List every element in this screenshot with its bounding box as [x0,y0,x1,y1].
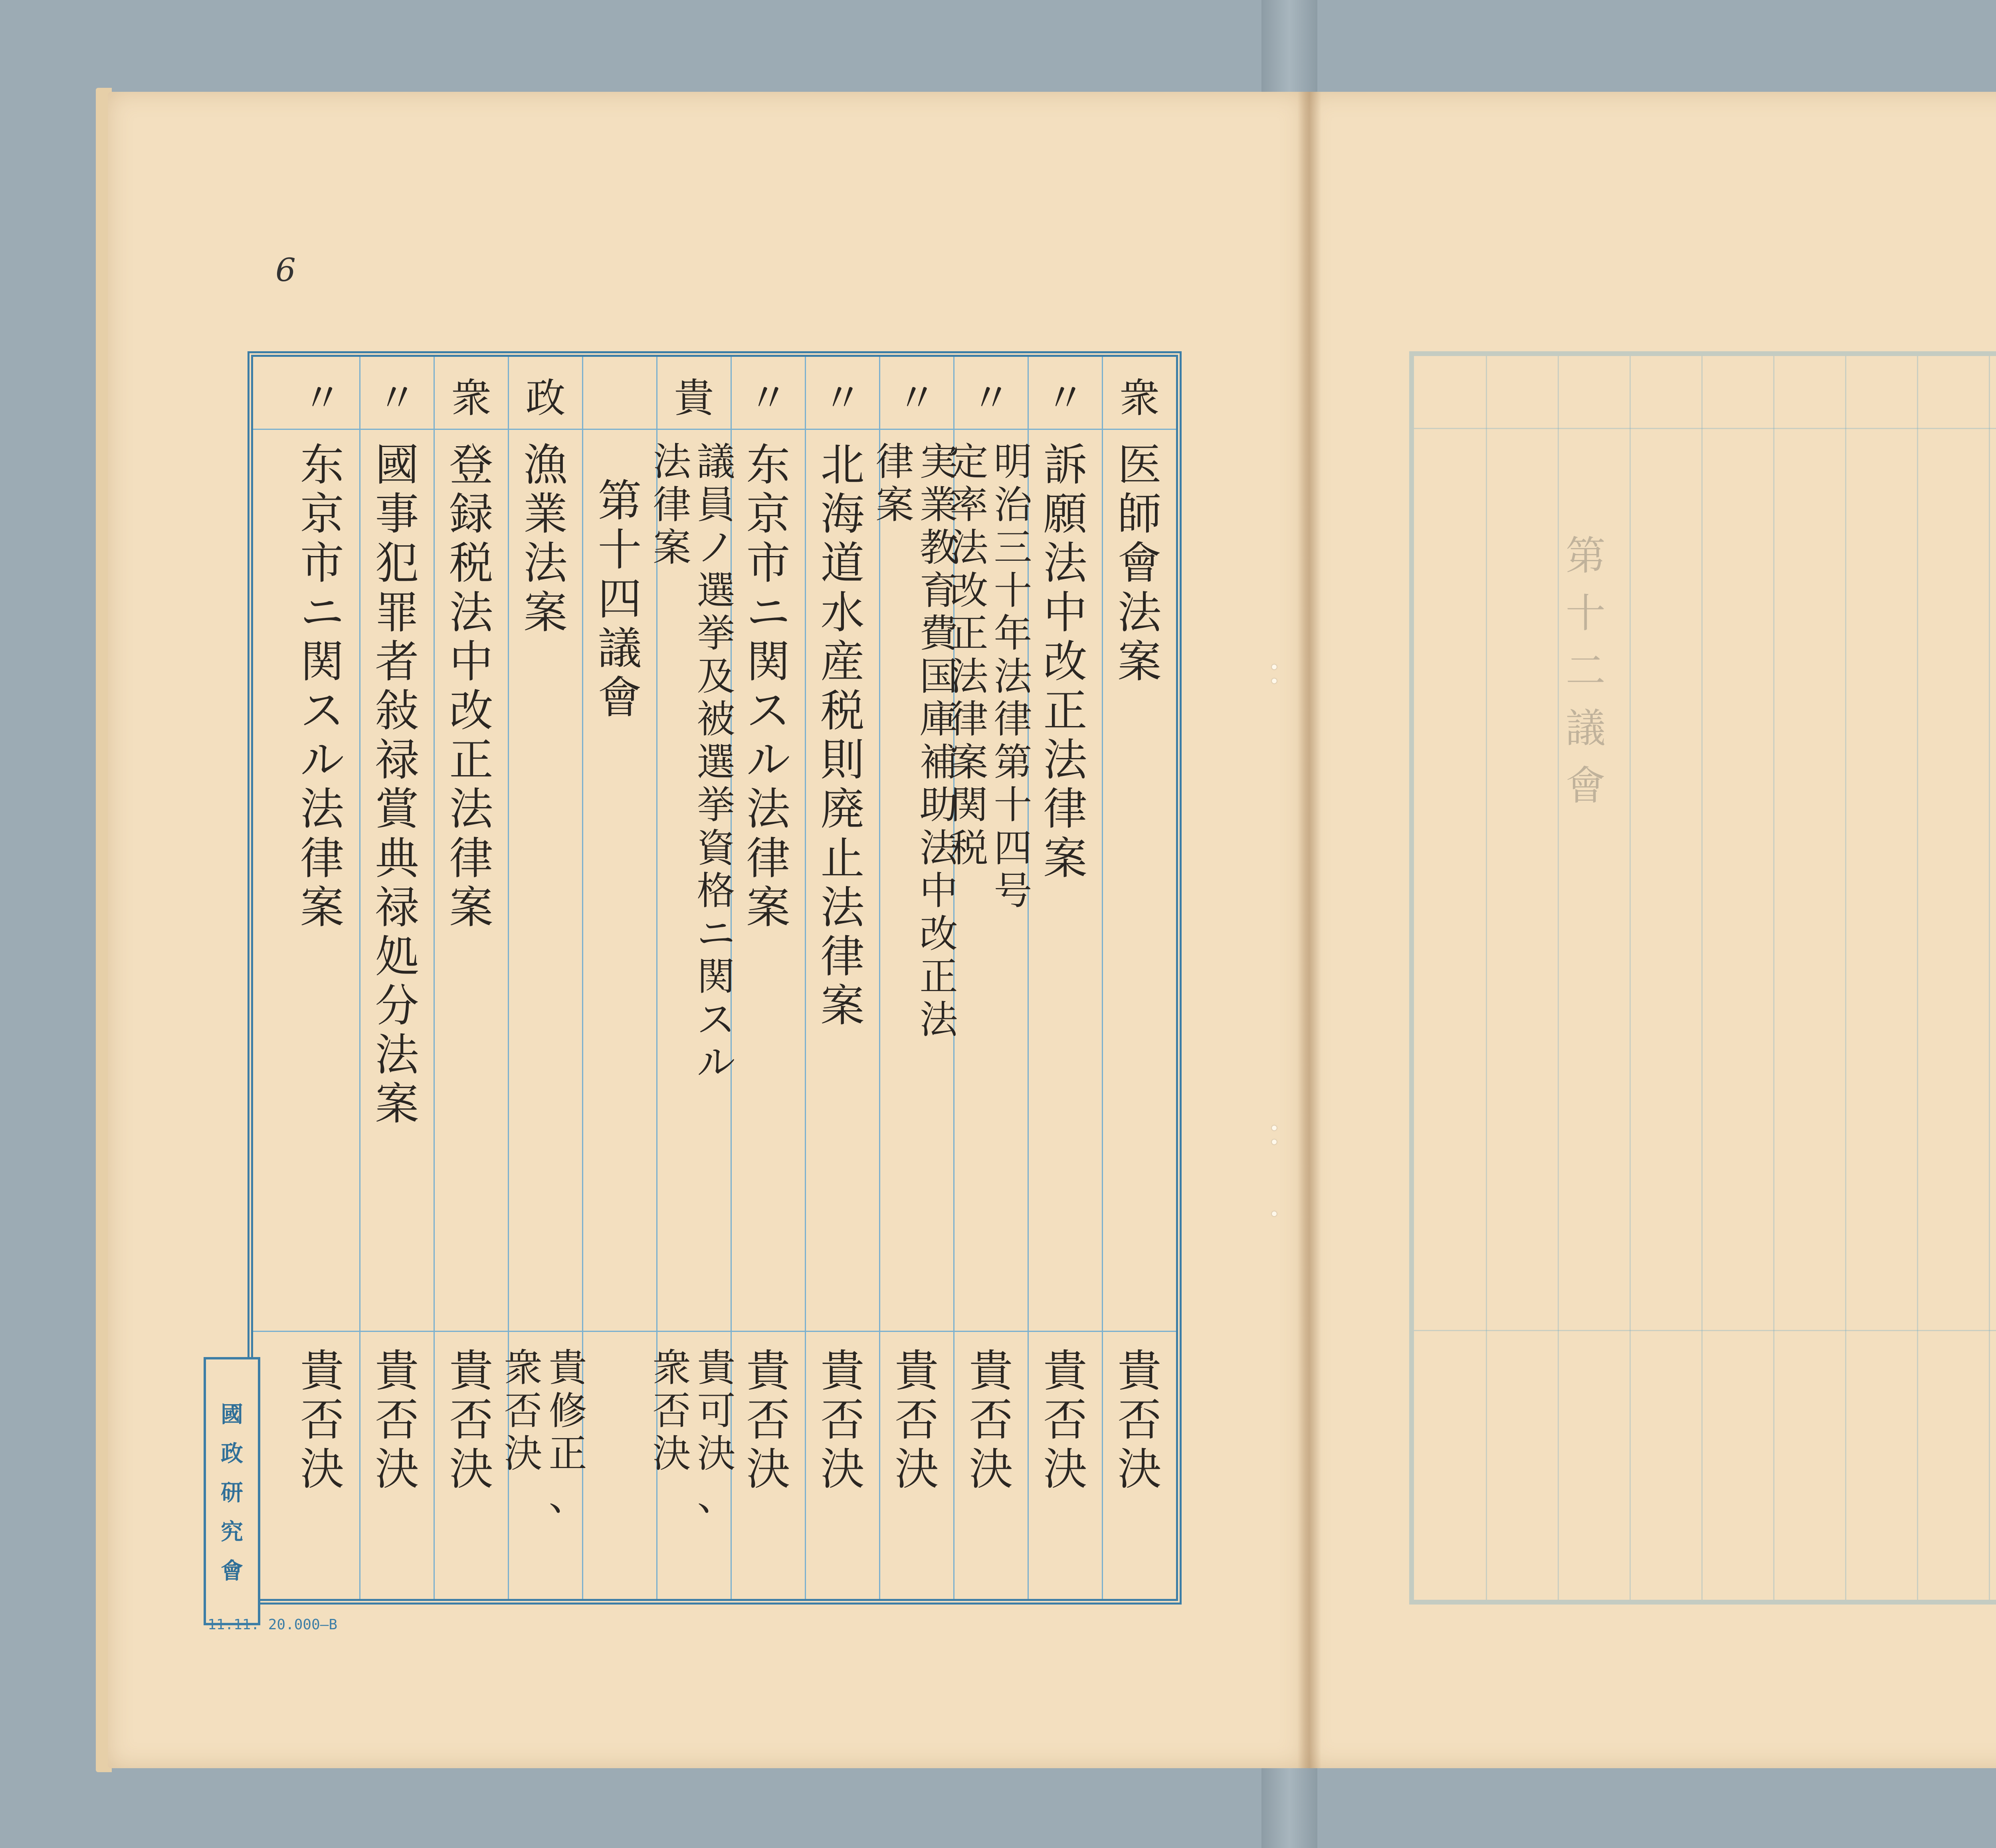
print-info: 11.11. 20.000—B [208,1617,338,1633]
table-row [652,357,736,1599]
house-mark: 衆 [451,375,491,421]
house-mark: 政 [525,375,566,421]
stamp-char: 會 [221,1558,243,1584]
table-row [359,357,434,1599]
bill-result: 貴 否 決 [300,1345,344,1495]
ghost-column [1845,356,1917,1600]
session-heading: 第 十 四 議 會 [598,475,642,723]
bill-result: 貴 否 決 [746,1345,790,1495]
show-through-table [1409,351,1996,1605]
binding-hole [1272,1211,1277,1216]
bill-title: 医 師 會 法 案 [1117,439,1162,687]
table-row [504,357,587,1599]
house-mark: 貴 [674,375,714,421]
bill-result: 貴 否 決 [375,1345,419,1495]
bill-title: 訴 願 法 中 改 正 法 律 案 [1043,439,1087,884]
stamp-char: 政 [221,1440,243,1467]
table-row [950,357,1032,1599]
page-number: 6 [275,251,296,289]
bill-result: 貴 否 決 [1043,1345,1087,1495]
house-mark: 〃 [897,375,937,421]
bill-result: 貴 可 決 、 衆 否 決 [652,1345,736,1519]
table-row [875,357,958,1599]
ghost-column [1773,356,1845,1600]
house-mark: 衆 [1119,375,1160,421]
house-mark: 〃 [302,375,342,421]
table-row [731,357,805,1599]
ghost-column [1414,356,1486,1600]
stamp-char: 研 [221,1480,243,1506]
bill-result: 貴 否 決 [1117,1345,1162,1495]
bill-title: 漁 業 法 案 [523,439,568,638]
bill-result [583,1347,656,1666]
bill-result: 貴 否 決 [895,1345,939,1495]
bill-title: 実 業 教 育 費 国 庫 補 助 法 中 改 正 法 律 案 [875,439,958,1042]
binding-hole [1272,1126,1277,1130]
house-mark: 〃 [377,375,417,421]
binding-hole [1272,679,1277,683]
ledger-table [248,351,1182,1605]
bill-title: 东 京 市 ニ 関 ス ル 法 律 案 [300,439,344,933]
table-row [805,357,879,1599]
table-row [434,357,508,1599]
bill-result: 貴 否 決 [820,1345,865,1495]
bill-result: 貴 修 正 、 衆 否 決 [504,1345,587,1519]
house-mark: 〃 [748,375,788,421]
bill-title: 东 京 市 ニ 関 ス ル 法 律 案 [746,439,790,933]
bill-title: 明 治 三 十 年 法 律 第 十 四 号 定 率 法 改 正 法 律 案 関 税 [950,439,1032,914]
ghost-column [1917,356,1989,1600]
ghost-column [1486,356,1558,1600]
stamp-char: 究 [221,1519,243,1545]
table-row [582,357,656,1599]
ghost-column [1989,356,1996,1600]
ghost-column [1630,356,1701,1600]
publisher-stamp [204,1357,260,1625]
house-mark: 〃 [822,375,863,421]
house-mark: 〃 [1045,375,1085,421]
table-row [1028,357,1102,1599]
bill-title: 議 員 ノ 選 挙 及 被 選 挙 資 格 ニ 関 ス ル 法 律 案 [653,439,735,1085]
bill-title: 登 録 税 法 中 改 正 法 律 案 [449,439,493,933]
table-row [1102,357,1176,1599]
ghost-column [1701,356,1773,1600]
house-mark: 〃 [971,375,1011,421]
bill-result: 貴 否 決 [449,1345,493,1495]
book-gutter [1297,92,1321,1768]
table-row [285,357,359,1599]
ghost-session-heading: 第 十 二 議 會 [1566,532,1606,809]
bill-result: 貴 否 決 [969,1345,1013,1495]
binding-hole [1272,665,1277,669]
bill-title: 北 海 道 水 産 税 則 廃 止 法 律 案 [820,439,865,1032]
stamp-char: 國 [221,1401,243,1428]
binding-hole [1272,1140,1277,1144]
bill-title: 國 事 犯 罪 者 敍 禄 賞 典 禄 処 分 法 案 [375,439,419,1130]
house-mark [583,365,656,425]
